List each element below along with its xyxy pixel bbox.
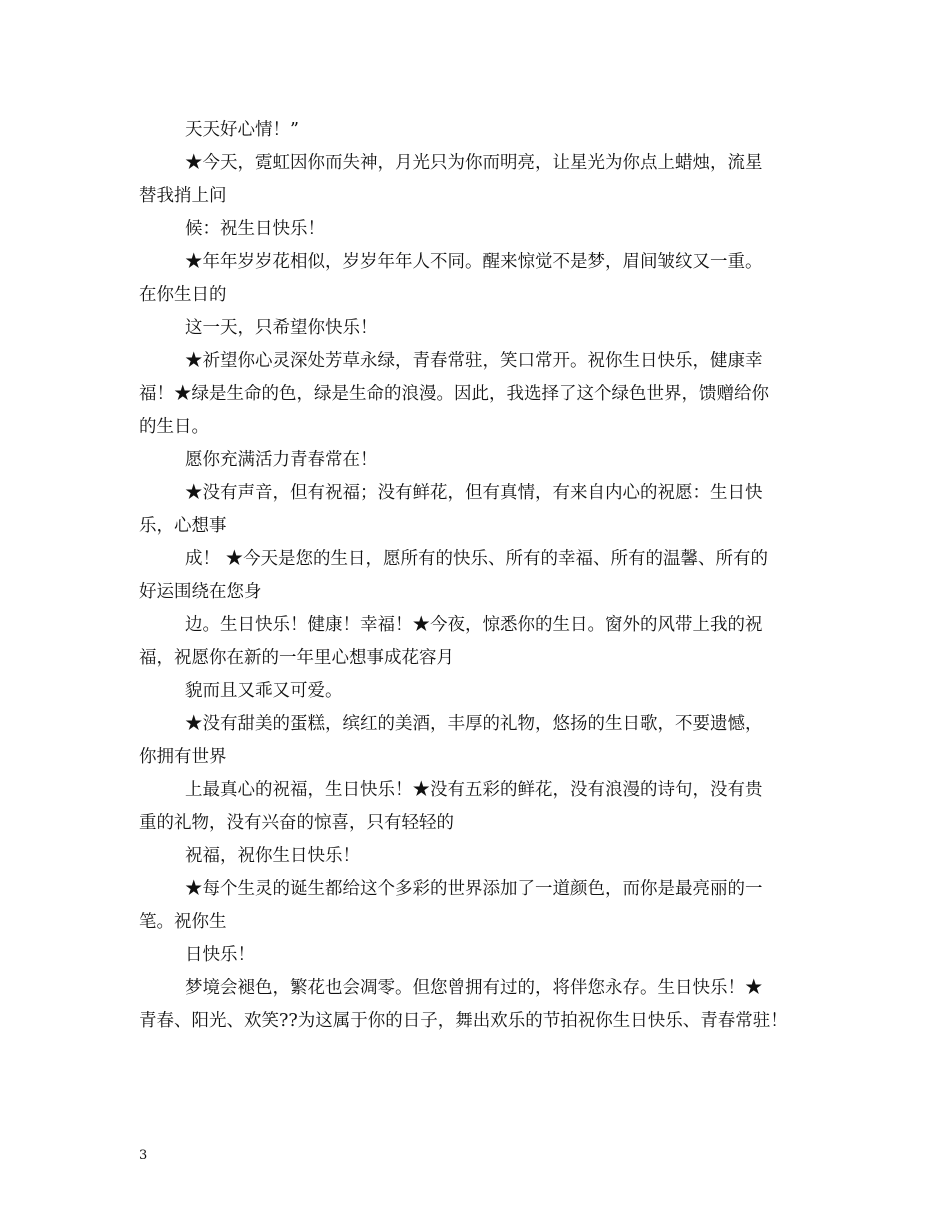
text-line: 这一天，只希望你快乐！ — [185, 318, 378, 338]
text-line: 边。生日快乐！健康！幸福！★今夜，惊悉你的生日。窗外的风带上我的祝 — [185, 615, 763, 635]
text-line: 貌而且又乖又可爱。 — [185, 681, 343, 701]
text-line: 天天好心情！” — [185, 120, 299, 140]
text-line: 梦境会褪色，繁花也会凋零。但您曾拥有过的，将伴您永存。生日快乐！★ — [185, 978, 763, 998]
text-line: 日快乐！ — [185, 945, 255, 965]
text-line: 替我捎上问 — [139, 186, 227, 206]
text-line: 好运围绕在您身 — [139, 582, 262, 602]
text-line: ★年年岁岁花相似，岁岁年年人不同。醒来惊觉不是梦，眉间皱纹又一重。 — [185, 252, 763, 272]
text-line: ★没有甜美的蛋糕，缤红的美酒，丰厚的礼物，悠扬的生日歌，不要遗憾， — [185, 714, 763, 734]
text-line: ★没有声音，但有祝福；没有鲜花，但有真情，有来自内心的祝愿：生日快 — [185, 483, 763, 503]
text-line: 青春、阳光、欢笑??为这属于你的日子，舞出欢乐的节拍祝你生日快乐、青春常驻！ — [139, 1011, 788, 1031]
text-line: 重的礼物，没有兴奋的惊喜，只有轻轻的 — [139, 813, 454, 833]
text-line: 愿你充满活力青春常在！ — [185, 450, 378, 470]
text-line: ★祈望你心灵深处芳草永绿，青春常驻，笑口常开。祝你生日快乐，健康幸 — [185, 351, 763, 371]
text-line: 福！★绿是生命的色，绿是生命的浪漫。因此，我选择了这个绿色世界，馈赠给你 — [139, 384, 769, 404]
text-line: 祝福，祝你生日快乐！ — [185, 846, 360, 866]
text-line: 笔。祝你生 — [139, 912, 227, 932]
text-line: 上最真心的祝福，生日快乐！★没有五彩的鲜花，没有浪漫的诗句，没有贵 — [185, 780, 763, 800]
document-body — [139, 114, 819, 1038]
text-line: ★今天，霓虹因你而失神，月光只为你而明亮，让星光为你点上蜡烛，流星 — [185, 153, 763, 173]
text-line: 你拥有世界 — [139, 747, 227, 767]
text-line: 候：祝生日快乐！ — [185, 219, 325, 239]
text-line: 的生日。 — [139, 417, 209, 437]
text-line: ★每个生灵的诞生都给这个多彩的世界添加了一道颜色，而你是最亮丽的一 — [185, 879, 763, 899]
page-number: 3 — [139, 1148, 148, 1163]
text-line: 在你生日的 — [139, 285, 227, 305]
text-line: 成！ ★今天是您的生日，愿所有的快乐、所有的幸福、所有的温馨、所有的 — [185, 549, 769, 569]
text-line: 福，祝愿你在新的一年里心想事成花容月 — [139, 648, 454, 668]
text-line: 乐，心想事 — [139, 516, 227, 536]
